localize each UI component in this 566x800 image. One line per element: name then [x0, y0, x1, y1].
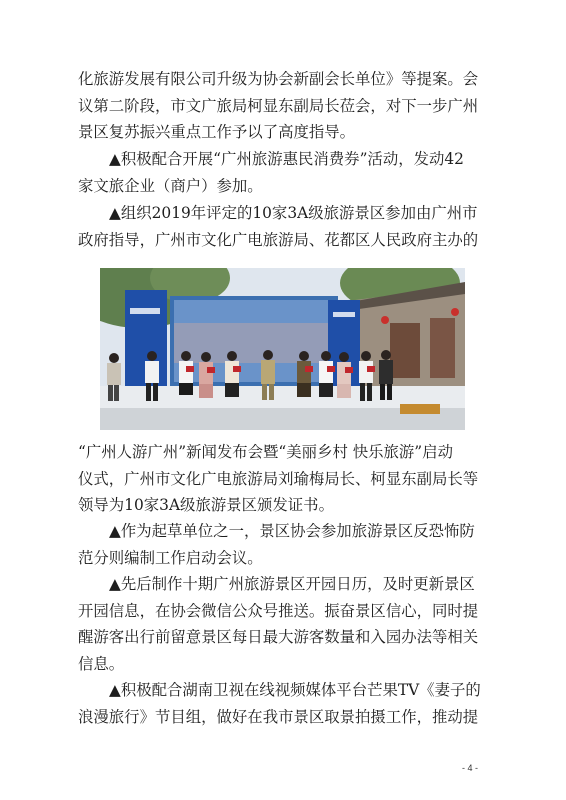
- text-line: 信息。: [78, 654, 125, 673]
- paragraph-2: [78, 146, 488, 199]
- paragraph-5: [78, 518, 488, 571]
- text-line: 开园信息，在协会微信公众号推送。振奋景区信心，同时提: [78, 601, 479, 620]
- text-line: ▲作为起草单位之一，景区协会参加旅游景区反恐怖防: [109, 522, 475, 540]
- text-line: “广州人游广州”新闻发布会暨“美丽乡村 快乐旅游”启动: [78, 443, 453, 461]
- text-line: ▲先后制作十期广州旅游景区开园日历，及时更新景区: [109, 575, 475, 593]
- paragraph-1: [78, 66, 488, 146]
- text-line: ▲组织2019年评定的10家3A级旅游景区参加由广州市: [109, 204, 478, 222]
- event-photo: [100, 268, 465, 430]
- text-line: 范分则编制工作启动会议。: [78, 548, 263, 567]
- paragraph-7: [78, 677, 488, 730]
- text-line: 浪漫旅行》节目组，做好在我市景区取景拍摄工作，推动提: [78, 707, 479, 726]
- text-line: 政府指导，广州市文化广电旅游局、花都区人民政府主办的: [78, 230, 479, 249]
- text-line: 领导为10家3A级旅游景区颁发证书。: [78, 496, 334, 514]
- text-line: 议第二阶段，市文广旅局柯显东副局长莅会，对下一步广州: [78, 96, 479, 115]
- text-line: 醒游客出行前留意景区每日最大游客数量和入园办法等相关: [78, 628, 479, 646]
- text-line: ▲积极配合湖南卫视在线视频媒体平台芒果TV《妻子的: [109, 681, 481, 699]
- text-line: 家文旅企业（商户）参加。: [78, 176, 263, 195]
- paragraph-3: [78, 200, 488, 253]
- paragraph-4: [78, 439, 488, 519]
- paragraph-6: [78, 571, 488, 677]
- page-number: - 4 -: [462, 763, 479, 773]
- text-line: 化旅游发展有限公司升级为协会新副会长单位》等提案。会: [78, 70, 479, 88]
- text-line: 景区复苏振兴重点工作予以了高度指导。: [78, 123, 356, 141]
- text-line: ▲积极配合开展“广州旅游惠民消费券”活动，发动42: [109, 150, 464, 168]
- text-line: 仪式，广州市文化广电旅游局刘瑜梅局长、柯显东副局长等: [78, 469, 479, 488]
